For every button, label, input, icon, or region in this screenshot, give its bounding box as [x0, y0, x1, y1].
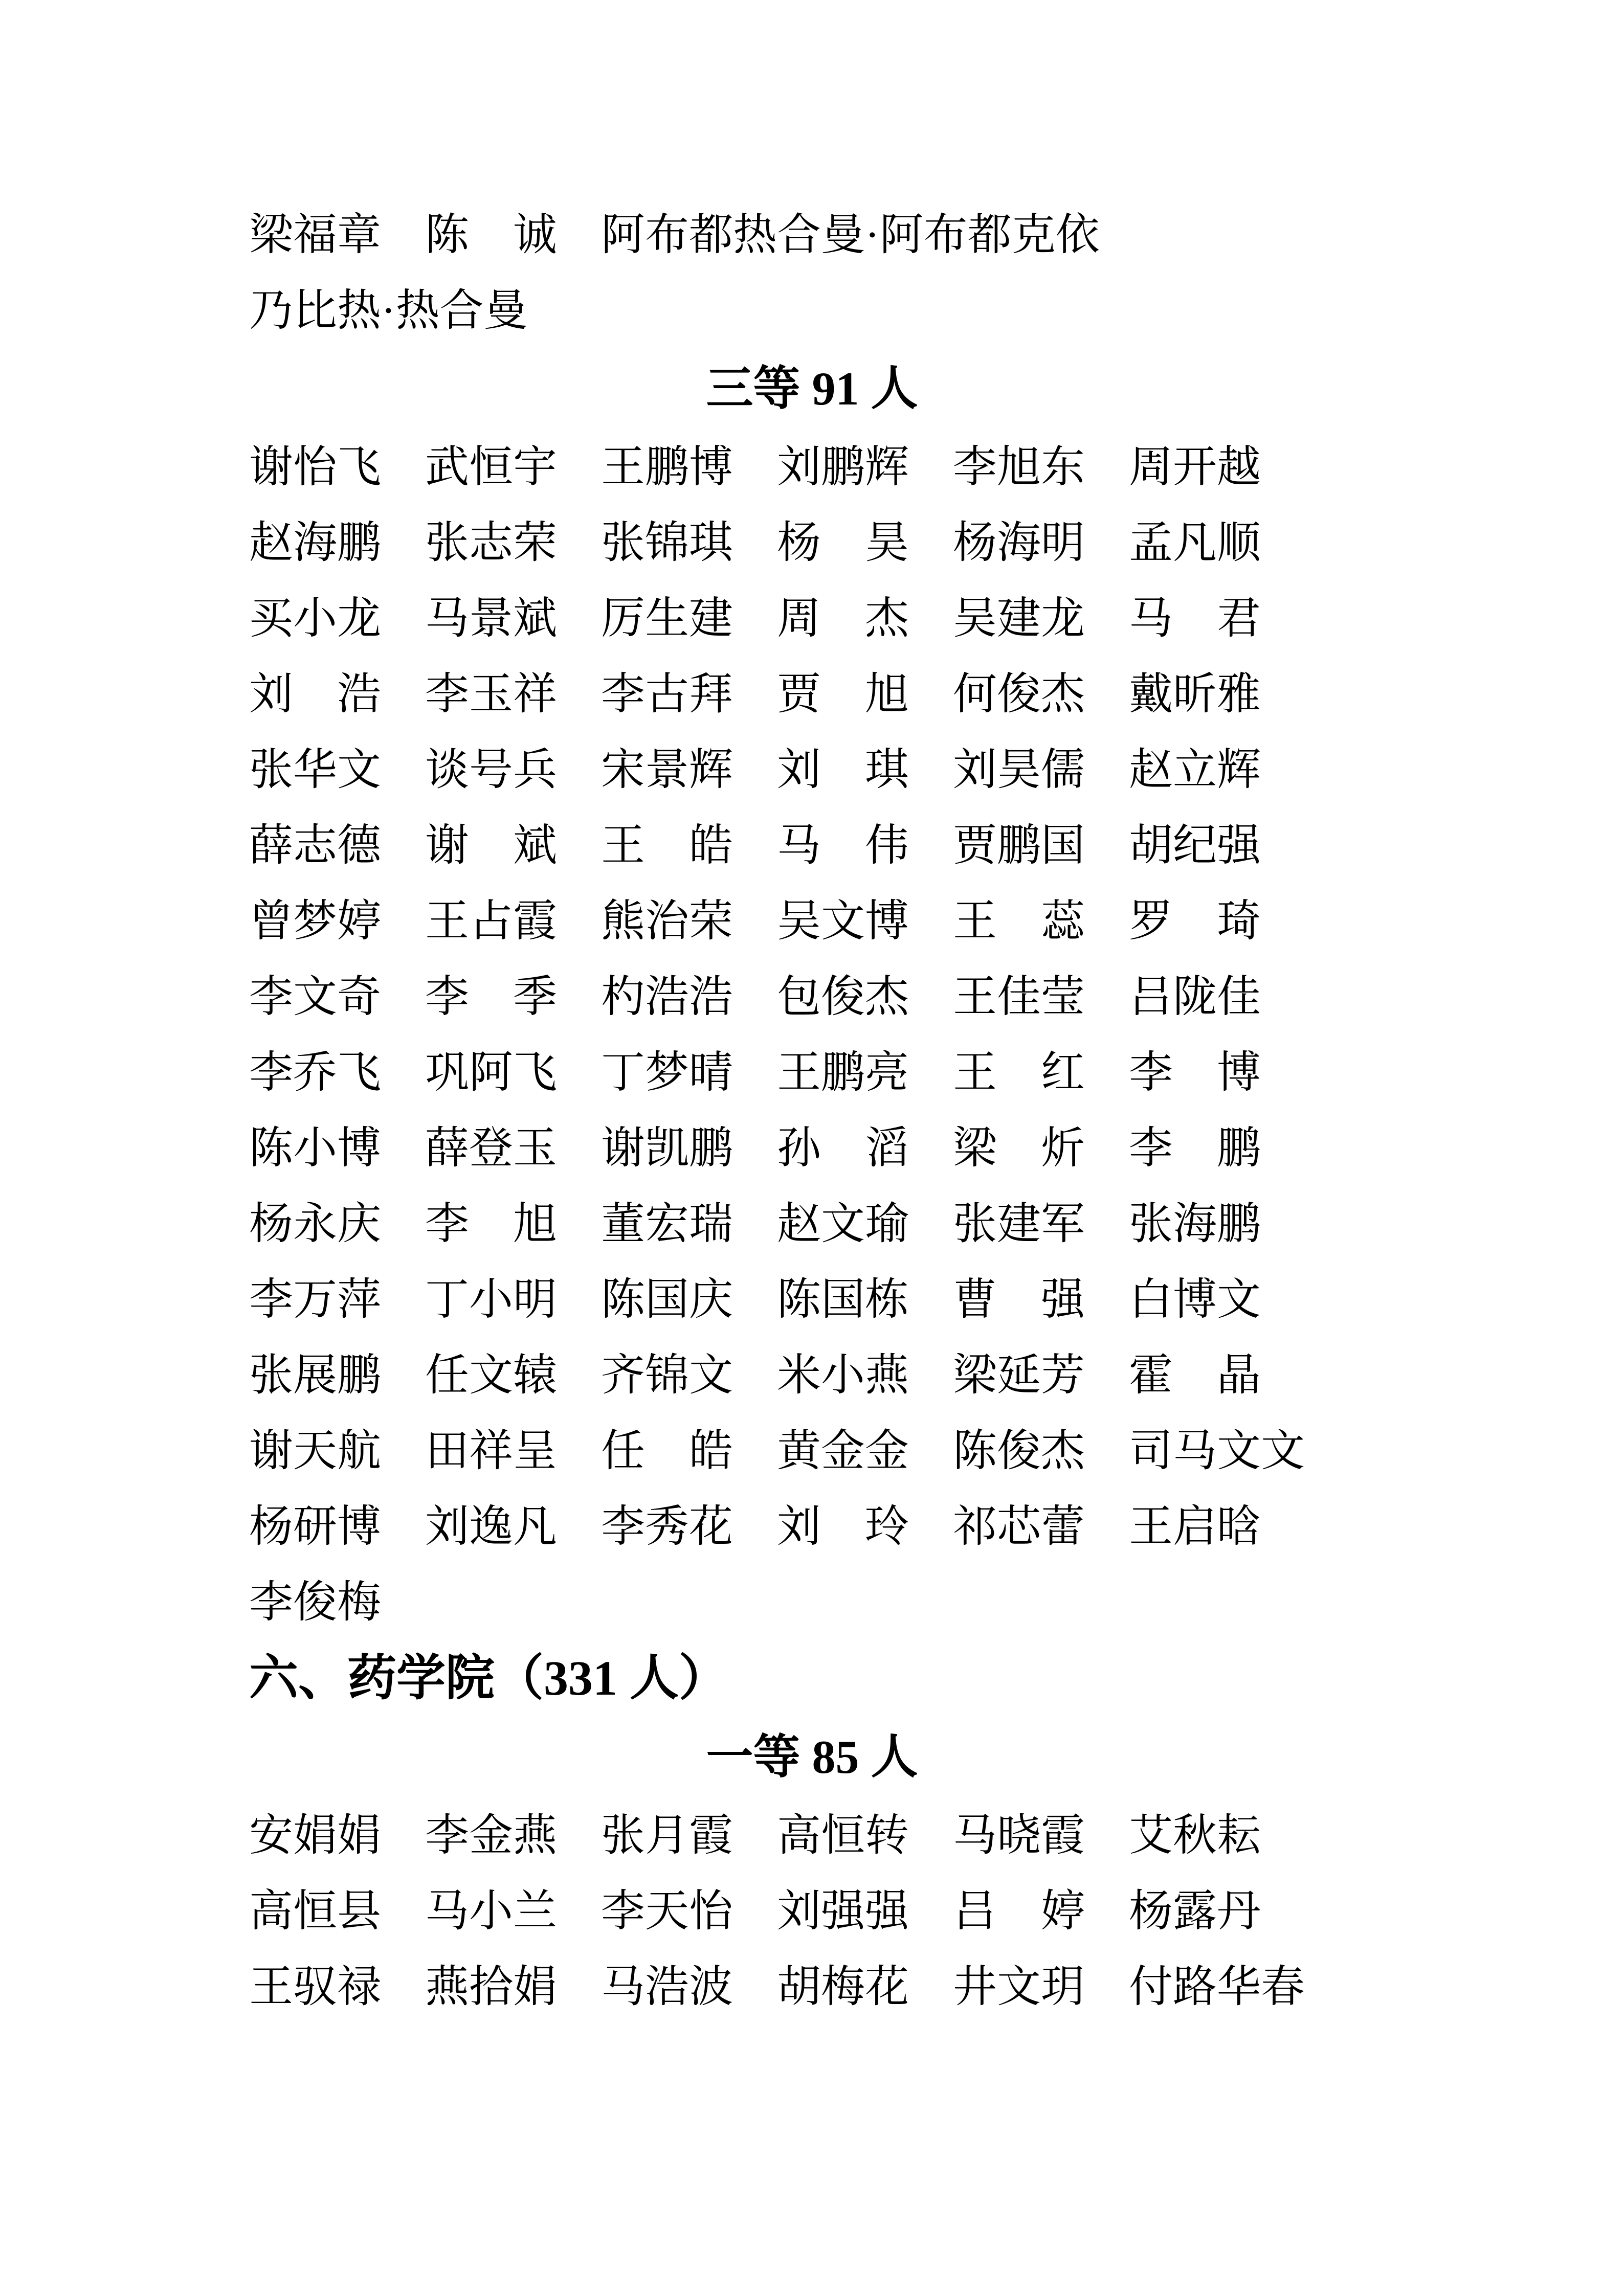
name-cell: 薛志德 — [249, 821, 381, 870]
name-cell: 王鹏亮 — [777, 1048, 909, 1097]
name-row — [249, 1564, 1624, 1640]
name-cell: 田祥呈 — [425, 1426, 557, 1475]
name-cell: 孟凡顺 — [1129, 518, 1261, 567]
name-cell: 杨永庆 — [249, 1199, 381, 1248]
name-cell: 吴建龙 — [953, 594, 1085, 643]
name-cell: 杨海明 — [953, 518, 1085, 567]
name-cell: 赵海鹏 — [249, 518, 381, 567]
name-cell: 丁梦晴 — [601, 1048, 733, 1097]
name-cell: 刘 玲 — [777, 1502, 909, 1551]
name-cell: 张海鹏 — [1129, 1199, 1261, 1248]
name-cell: 杓浩浩 — [601, 972, 733, 1021]
name-cell: 王佳莹 — [953, 972, 1085, 1021]
name-cell: 任 皓 — [601, 1426, 733, 1475]
name-cell: 李古拜 — [601, 669, 733, 718]
name-cell: 李俊梅 — [249, 1578, 381, 1627]
name-cell: 贾鹏国 — [953, 821, 1085, 870]
name-cell: 买小龙 — [249, 594, 381, 643]
name-cell: 谢怡飞 — [249, 442, 381, 491]
name-row — [249, 1034, 1624, 1110]
name-cell: 曾梦婷 — [249, 896, 381, 946]
name-cell: 陈小博 — [249, 1123, 381, 1173]
name-cell: 付路华春 — [1129, 1962, 1305, 2011]
name-cell: 陈俊杰 — [953, 1426, 1085, 1475]
name-cell: 李文奇 — [249, 972, 381, 1021]
name-cell: 张月霞 — [601, 1811, 733, 1860]
grade-heading: 三等 91 人 — [706, 363, 918, 415]
name-cell: 李旭东 — [953, 442, 1085, 491]
name-cell: 张展鹏 — [249, 1350, 381, 1400]
name-cell: 梁延芳 — [953, 1350, 1085, 1400]
name-cell: 胡纪强 — [1129, 821, 1261, 870]
name-cell: 马浩波 — [601, 1962, 733, 2011]
name-cell: 谈号兵 — [425, 745, 557, 794]
name-cell: 黄金金 — [777, 1426, 909, 1475]
name-cell: 王鹏博 — [601, 442, 733, 491]
name-cell: 阿布都热合曼·阿布都克依 — [601, 210, 1100, 259]
name-cell: 王 红 — [953, 1048, 1085, 1097]
name-cell: 马小兰 — [425, 1886, 557, 1935]
name-cell: 马晓霞 — [953, 1811, 1085, 1860]
name-row — [249, 1489, 1624, 1564]
name-row — [249, 429, 1624, 505]
name-row — [249, 732, 1624, 807]
name-cell: 刘强强 — [777, 1886, 909, 1935]
name-cell: 宋景辉 — [601, 745, 733, 794]
name-cell: 刘 琪 — [777, 745, 909, 794]
name-cell: 陈国栋 — [777, 1275, 909, 1324]
top-margin — [0, 0, 1624, 197]
name-cell: 李乔飞 — [249, 1048, 381, 1097]
name-cell: 王驭禄 — [249, 1962, 381, 2011]
name-row — [249, 883, 1624, 959]
name-cell: 燕拾娟 — [425, 1962, 557, 2011]
name-cell: 张建军 — [953, 1199, 1085, 1248]
name-cell: 周开越 — [1129, 442, 1261, 491]
name-cell: 孙 滔 — [777, 1123, 909, 1173]
name-cell: 吕陇佳 — [1129, 972, 1261, 1021]
name-cell: 陈 诚 — [425, 210, 557, 259]
name-cell: 白博文 — [1129, 1275, 1261, 1324]
name-cell: 赵立辉 — [1129, 745, 1261, 794]
name-row — [249, 1186, 1624, 1262]
name-cell: 梁福章 — [249, 210, 381, 259]
name-cell: 杨露丹 — [1129, 1886, 1261, 1935]
name-cell: 巩阿飞 — [425, 1048, 557, 1097]
name-cell: 霍 晶 — [1129, 1350, 1261, 1400]
name-cell: 张志荣 — [425, 518, 557, 567]
grade-heading: 一等 85 人 — [706, 1731, 918, 1783]
name-cell: 井文玥 — [953, 1962, 1085, 2011]
name-cell: 米小燕 — [777, 1350, 909, 1400]
name-cell: 李金燕 — [425, 1811, 557, 1860]
name-cell: 高恒转 — [777, 1811, 909, 1860]
name-cell: 司马文文 — [1129, 1426, 1305, 1475]
name-cell: 乃比热·热合曼 — [249, 286, 528, 335]
name-cell: 艾秋耘 — [1129, 1811, 1261, 1860]
name-cell: 谢天航 — [249, 1426, 381, 1475]
name-row — [249, 1797, 1624, 1873]
name-cell: 李 博 — [1129, 1048, 1261, 1097]
name-cell: 李 季 — [425, 972, 557, 1021]
name-cell: 戴昕雅 — [1129, 669, 1261, 718]
name-cell: 安娟娟 — [249, 1811, 381, 1860]
name-cell: 李万萍 — [249, 1275, 381, 1324]
name-cell: 何俊杰 — [953, 669, 1085, 718]
name-cell: 马 伟 — [777, 821, 909, 870]
name-cell: 梁 炘 — [953, 1123, 1085, 1173]
name-cell: 丁小明 — [425, 1275, 557, 1324]
name-cell: 李 鹏 — [1129, 1123, 1261, 1173]
name-cell: 周 杰 — [777, 594, 909, 643]
name-cell: 杨 昊 — [777, 518, 909, 567]
name-cell: 刘昊儒 — [953, 745, 1085, 794]
name-cell: 张华文 — [249, 745, 381, 794]
name-cell: 刘鹏辉 — [777, 442, 909, 491]
name-row — [249, 1110, 1624, 1186]
name-row — [249, 580, 1624, 656]
name-row — [249, 1262, 1624, 1337]
name-cell: 任文辕 — [425, 1350, 557, 1400]
name-cell: 薛登玉 — [425, 1123, 557, 1173]
name-row — [249, 807, 1624, 883]
name-cell: 陈国庆 — [601, 1275, 733, 1324]
name-row — [249, 959, 1624, 1034]
name-cell: 胡梅花 — [777, 1962, 909, 2011]
name-cell: 谢 斌 — [425, 821, 557, 870]
name-cell: 罗 琦 — [1129, 896, 1261, 946]
name-cell: 刘 浩 — [249, 669, 381, 718]
section-heading: 六、药学院（331 人） — [249, 1651, 728, 1705]
name-row — [249, 656, 1624, 732]
name-row — [249, 273, 1624, 348]
name-cell: 马 君 — [1129, 594, 1261, 643]
name-cell: 李天怡 — [601, 1886, 733, 1935]
name-cell: 贾 旭 — [777, 669, 909, 718]
name-cell: 王 蕊 — [953, 896, 1085, 946]
name-cell: 王启晗 — [1129, 1502, 1261, 1551]
name-cell: 赵文瑜 — [777, 1199, 909, 1248]
name-row — [249, 197, 1624, 273]
name-cell: 熊治荣 — [601, 896, 733, 946]
document-body — [0, 197, 1624, 2024]
name-cell: 吕 婷 — [953, 1886, 1085, 1935]
name-cell: 高恒县 — [249, 1886, 381, 1935]
name-cell: 张锦琪 — [601, 518, 733, 567]
name-cell: 祁芯蕾 — [953, 1502, 1085, 1551]
name-cell: 王 皓 — [601, 821, 733, 870]
name-row — [249, 505, 1624, 580]
name-row — [249, 1949, 1624, 2024]
name-cell: 齐锦文 — [601, 1350, 733, 1400]
name-cell: 王占霞 — [425, 896, 557, 946]
name-cell: 杨研博 — [249, 1502, 381, 1551]
name-cell: 李玉祥 — [425, 669, 557, 718]
name-cell: 董宏瑞 — [601, 1199, 733, 1248]
name-row — [249, 1873, 1624, 1949]
name-cell: 吴文博 — [777, 896, 909, 946]
name-cell: 包俊杰 — [777, 972, 909, 1021]
name-cell: 谢凯鹏 — [601, 1123, 733, 1173]
name-cell: 刘逸凡 — [425, 1502, 557, 1551]
name-row — [249, 1337, 1624, 1413]
name-row — [249, 1413, 1624, 1489]
name-cell: 武恒宇 — [425, 442, 557, 491]
name-cell: 曹 强 — [953, 1275, 1085, 1324]
name-cell: 李秀花 — [601, 1502, 733, 1551]
name-cell: 马景斌 — [425, 594, 557, 643]
name-cell: 厉生建 — [601, 594, 733, 643]
name-cell: 李 旭 — [425, 1199, 557, 1248]
